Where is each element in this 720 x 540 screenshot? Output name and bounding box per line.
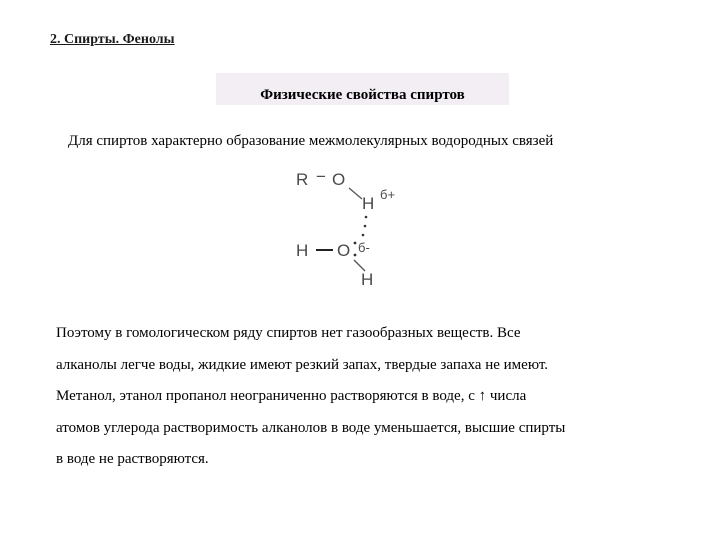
intro-text: Для спиртов характерно образование межмолекулярных водородных связей xyxy=(68,133,554,149)
hbond-dot xyxy=(364,225,367,228)
structure-bottom-o: O xyxy=(337,241,351,260)
paragraph-line: алканолы легче воды, жидкие имеют резкий запах, твердые запаха не имеют. xyxy=(56,356,549,373)
structure-top-dash: − xyxy=(316,167,326,186)
subtitle-box xyxy=(216,73,509,105)
subtitle: Физические свойства спиртов xyxy=(260,87,465,103)
bond-top-o-h xyxy=(349,188,362,199)
structure-bottom-charge: б- xyxy=(358,240,370,255)
structure-bottom-h-left: H xyxy=(296,241,309,260)
hydrogen-bond-structure xyxy=(288,160,428,295)
hbond-dot xyxy=(365,216,368,219)
paragraph-line: в воде не растворяются. xyxy=(56,451,209,467)
paragraph-line: Поэтому в гомологическом ряду спиртов нет газообразных веществ. Все xyxy=(56,325,521,341)
lone-pair-dot xyxy=(354,254,357,257)
structure-top-h: H xyxy=(362,194,375,213)
structure-top-o: O xyxy=(332,170,346,189)
hbond-dot xyxy=(362,234,365,237)
structure-top-charge: б+ xyxy=(380,187,396,202)
paragraph-line: атомов углерода растворимость алканолов в воде уменьшается, высшие спирты xyxy=(56,419,566,436)
lone-pair-dot xyxy=(354,242,357,245)
section-title: 2. Спирты. Фенолы xyxy=(50,32,175,47)
body-paragraph xyxy=(56,318,696,476)
structure-bottom-h: H xyxy=(361,270,374,289)
paragraph-line: Метанол, этанол пропанол неограниченно растворяются в воде, с ↑ числа xyxy=(56,388,527,404)
structure-top-r: R xyxy=(296,170,309,189)
